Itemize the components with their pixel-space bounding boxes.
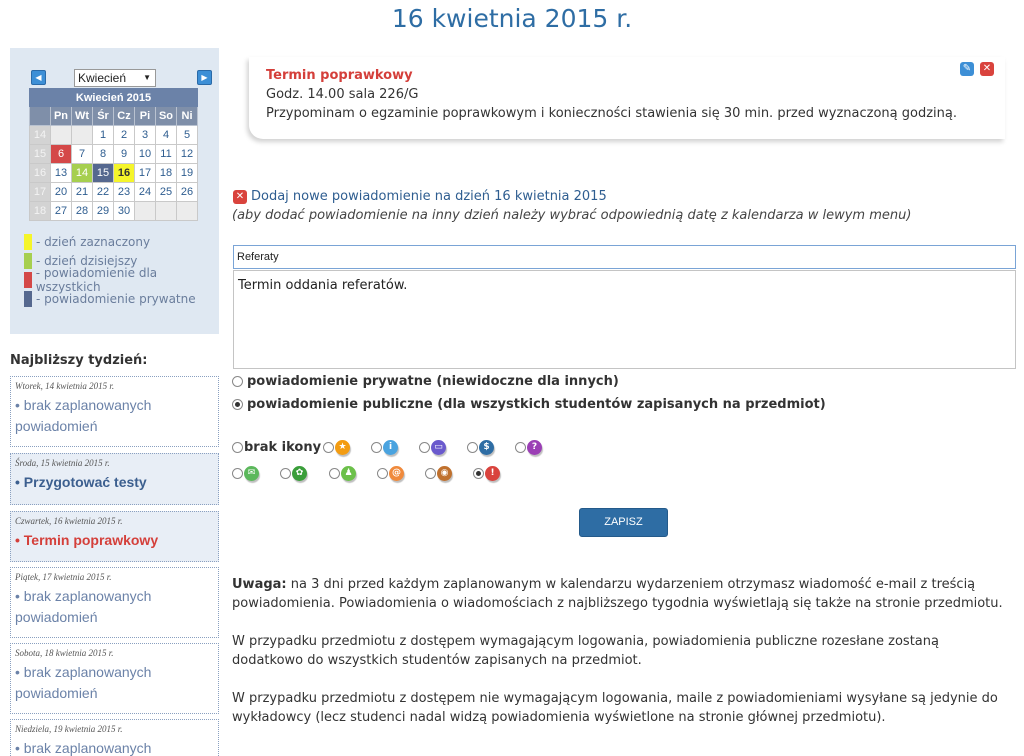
info-icon: i (383, 440, 398, 455)
icon-option-none[interactable] (232, 440, 321, 455)
icon-option[interactable] (329, 466, 356, 481)
week-number: 18 (30, 202, 51, 221)
calendar-day-empty (177, 202, 198, 221)
day-date: Czwartek, 16 kwietnia 2015 r. (15, 516, 123, 526)
radio-public-label: powiadomienie publiczne (dla wszystkich studentów zapisanych na przedmiot) (247, 397, 826, 412)
radio-no-icon[interactable] (232, 442, 243, 453)
body-textarea[interactable]: Termin oddania referatów. (233, 270, 1016, 369)
legend-swatch-today (24, 253, 32, 269)
calendar-day[interactable]: 5 (177, 126, 198, 145)
delete-x-icon[interactable]: ✕ (980, 62, 994, 76)
prev-month-arrow-icon[interactable]: ◀ (31, 70, 46, 85)
calendar-nav (31, 69, 212, 87)
weekday-header: Pn (51, 107, 72, 126)
calendar-day[interactable]: 22 (93, 183, 114, 202)
calendar-legend (24, 232, 219, 308)
day-date: Środa, 15 kwietnia 2015 r. (15, 458, 110, 468)
icon-option[interactable] (377, 466, 404, 481)
radio-private[interactable] (232, 376, 243, 387)
day-item-line: powiadomień (15, 685, 98, 701)
calendar-day[interactable]: 19 (177, 164, 198, 183)
flower-icon: ✿ (292, 466, 307, 481)
exclamation-icon: ! (485, 466, 500, 481)
icon-option[interactable] (425, 466, 452, 481)
radio-private-label: powiadomienie prywatne (niewidoczne dla innych) (247, 374, 619, 389)
icon-radio[interactable] (467, 442, 478, 453)
day-item: • brak zaplanowanych (15, 740, 152, 756)
icon-option[interactable] (323, 440, 350, 455)
legend-item (24, 265, 219, 294)
weekday-header: Ni (177, 107, 198, 126)
calendar-day[interactable]: 18 (156, 164, 177, 183)
week-title: Najbliższy tydzień: (10, 353, 148, 368)
week-number: 17 (30, 183, 51, 202)
weekday-header: So (156, 107, 177, 126)
legend-swatch-selected (24, 234, 32, 250)
next-month-arrow-icon[interactable]: ▶ (197, 70, 212, 85)
weekday-header: Wt (72, 107, 93, 126)
legend-item (24, 232, 219, 251)
calendar-day[interactable]: 2 (114, 126, 135, 145)
legend-label: - powiadomienie dla wszystkich (35, 265, 158, 294)
calendar-day[interactable]: 1 (93, 126, 114, 145)
notification-title: Termin poprawkowy (266, 68, 413, 83)
money-icon: $ (479, 440, 494, 455)
weekday-header: Pi (135, 107, 156, 126)
add-notification-hint: (aby dodać powiadomienie na inny dzień należy wybrać odpowiednią datę z kalendarza w lewym menu) (232, 208, 912, 223)
calendar-day[interactable]: 10 (135, 145, 156, 164)
icon-option[interactable] (232, 466, 259, 481)
day-item (15, 395, 214, 437)
calendar-day[interactable]: 23 (114, 183, 135, 202)
calendar-day-empty (72, 126, 93, 145)
info-paragraph-2: W przypadku przedmiotu z dostępem wymagającym logowania, powiadomienia publiczne rozesłane zostaną dodatkowo do wszystkich studentów zapisanych na przedmiot. (232, 634, 939, 668)
add-notification-toggle[interactable] (233, 189, 607, 204)
calendar-day[interactable]: 3 (135, 126, 156, 145)
calendar-grid (29, 88, 198, 221)
calendar-day-empty (51, 126, 72, 145)
calendar-day-today[interactable]: 14 (72, 164, 93, 183)
icon-option[interactable] (280, 466, 307, 481)
calendar-day[interactable]: 27 (51, 202, 72, 221)
notification-card (249, 57, 1005, 139)
calendar-day-public[interactable]: 6 (51, 145, 72, 164)
calendar-day[interactable]: 24 (135, 183, 156, 202)
icon-radio[interactable] (232, 468, 243, 479)
icon-option[interactable] (419, 440, 446, 455)
mail-icon: ✉ (244, 466, 259, 481)
day-date: Sobota, 18 kwietnia 2015 r. (15, 648, 114, 658)
calendar-day[interactable]: 30 (114, 202, 135, 221)
calendar-day-private[interactable]: 15 (93, 164, 114, 183)
day-item (15, 662, 214, 704)
legend-label: - powiadomienie prywatne (36, 291, 196, 306)
day-date: Niedziela, 19 kwietnia 2015 r. (15, 724, 123, 734)
legend-swatch-public (24, 272, 32, 288)
close-x-icon[interactable]: ✕ (233, 190, 247, 204)
document-icon: ▭ (431, 440, 446, 455)
day-box (10, 511, 219, 562)
info-paragraph-3: W przypadku przedmiotu z dostępem nie wymagającym logowania, maile z powiadomieniami wysyłane są jedynie do wykładowcy (lecz studenci nadal widzą powiadomienia wyświetlone na stronie głównej przedmiotu). (232, 691, 998, 725)
icon-radio-selected[interactable] (473, 468, 484, 479)
calendar-day[interactable]: 11 (156, 145, 177, 164)
calendar-day[interactable]: 4 (156, 126, 177, 145)
icon-radio[interactable] (280, 468, 291, 479)
week-number: 15 (30, 145, 51, 164)
weekday-header: Śr (93, 107, 114, 126)
calendar-day-selected[interactable]: 16 (114, 164, 135, 183)
chevron-down-icon: ▼ (143, 73, 151, 82)
radio-public-option[interactable] (232, 397, 826, 412)
radio-public[interactable] (232, 399, 243, 410)
calendar-day[interactable]: 20 (51, 183, 72, 202)
icon-radio[interactable] (329, 468, 340, 479)
save-button[interactable]: ZAPISZ (579, 508, 668, 537)
week-number-header (30, 107, 51, 126)
icon-radio[interactable] (323, 442, 334, 453)
calendar-panel (10, 48, 219, 334)
day-item-line: • brak zaplanowanych (15, 588, 152, 604)
day-date: Piątek, 17 kwietnia 2015 r. (15, 572, 112, 582)
calendar-day[interactable]: 7 (72, 145, 93, 164)
calendar-day[interactable]: 9 (114, 145, 135, 164)
icon-radio[interactable] (419, 442, 430, 453)
day-item-link[interactable]: • Termin poprawkowy (15, 532, 159, 548)
day-item-link[interactable]: • Przygotować testy (15, 474, 147, 490)
legend-label: - dzień zaznaczony (36, 234, 151, 249)
legend-item (24, 289, 219, 308)
calendar-day[interactable]: 12 (177, 145, 198, 164)
calendar-day-empty (135, 202, 156, 221)
icon-radio[interactable] (377, 468, 388, 479)
weekday-header: Cz (114, 107, 135, 126)
star-icon: ★ (335, 440, 350, 455)
day-item-line: • brak zaplanowanych (15, 397, 152, 413)
edit-pencil-icon[interactable]: ✎ (960, 62, 974, 76)
add-notification-label: Dodaj nowe powiadomienie na dzień 16 kwietnia 2015 (251, 189, 607, 204)
calendar-day[interactable]: 26 (177, 183, 198, 202)
icon-option[interactable] (467, 440, 494, 455)
target-icon: ◉ (437, 466, 452, 481)
icon-option-selected[interactable] (473, 466, 500, 481)
notification-line: Godz. 14.00 sala 226/G (266, 87, 419, 102)
legend-swatch-private (24, 291, 32, 307)
day-item-line: powiadomień (15, 609, 98, 625)
day-item-line: powiadomień (15, 418, 98, 434)
day-box (10, 643, 219, 714)
day-box (10, 453, 219, 505)
legend-label: - dzień dzisiejszy (36, 253, 138, 268)
week-number: 14 (30, 126, 51, 145)
day-box (10, 567, 219, 638)
info-warning-label: Uwaga: (232, 577, 287, 592)
title-input[interactable]: Referaty (233, 245, 1016, 269)
calendar-day-empty (156, 202, 177, 221)
calendar-day[interactable]: 21 (72, 183, 93, 202)
radio-private-option[interactable] (232, 374, 619, 389)
calendar-day[interactable]: 17 (135, 164, 156, 183)
icon-radio[interactable] (371, 442, 382, 453)
icon-radio[interactable] (515, 442, 526, 453)
page-title: 16 kwietnia 2015 r. (391, 4, 633, 33)
day-box (10, 719, 219, 756)
week-number: 16 (30, 164, 51, 183)
icon-option[interactable] (515, 440, 542, 455)
calendar-day[interactable]: 13 (51, 164, 72, 183)
day-date: Wtorek, 14 kwietnia 2015 r. (15, 381, 115, 391)
day-box (10, 376, 219, 447)
info-paragraph-1 (232, 575, 1012, 613)
calendar-day[interactable]: 8 (93, 145, 114, 164)
calendar-day[interactable]: 29 (93, 202, 114, 221)
calendar-day[interactable]: 28 (72, 202, 93, 221)
month-select[interactable] (74, 69, 156, 87)
icon-radio[interactable] (425, 468, 436, 479)
notification-line: Przypominam o egzaminie poprawkowym i konieczności stawienia się 30 min. przed wyznaczoną godziną. (266, 106, 957, 121)
person-icon: ♟ (341, 466, 356, 481)
icon-option[interactable] (371, 440, 398, 455)
calendar-month-header: Kwiecień 2015 (30, 89, 198, 107)
no-icon-label: brak ikony (244, 440, 322, 455)
day-item-line: • brak zaplanowanych (15, 664, 152, 680)
at-sign-icon: @ (389, 466, 404, 481)
month-select-value: Kwiecień (78, 71, 127, 85)
question-icon: ? (527, 440, 542, 455)
info-warning-text: na 3 dni przed każdym zaplanowanym w kalendarzu wydarzeniem otrzymasz wiadomość e-mail z treścią powiadomienia. Powiadomienia o wiadomościach z najbliższego tygodnia wyświetlają się także na stronie przedmiotu. (232, 577, 1003, 611)
calendar-day[interactable]: 25 (156, 183, 177, 202)
day-item (15, 586, 214, 628)
